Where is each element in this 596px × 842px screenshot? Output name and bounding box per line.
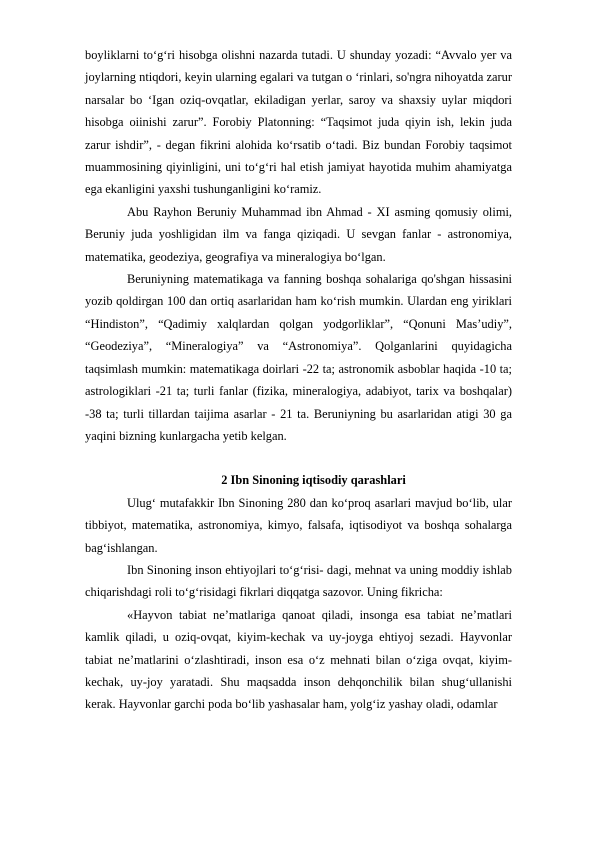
document-page: [85, 44, 512, 716]
paragraph-ibn-sino-quote: «Hayvon tabiat ne’matlariga qanoat qiladi, insonga esa tabiat ne’matlari kamlik qiladi, u oziq-ovqat, kiyim-kechak va uy-joyga ehtiyoj sezadi. Hayvonlar tabiat ne’matlarini o‘zlashtiradi, inson esa o‘z mehnati bilan o‘ziga ovqat, kiyim-kechak, uy-joy yaratadi. Shu maqsadda inson dehqonchilik bilan shug‘ullanishi kerak. Hayvonlar garchi poda bo‘lib yashasalar ham, yolg‘iz yashay oladi, odamlar: [85, 607, 512, 712]
paragraph-beruniy-works: Beruniyning matematikaga va fanning boshqa sohalariga qo'shgan hissasini yozib qoldirgan 100 dan ortiq asarlaridan ham ko‘rish mumkin. Ulardan eng yiriklari “Hindiston”, “Qadimiy xalqlardan qolgan yodgorliklar”, “Qonuni Mas’udiy”, “Geodeziya”, “Mineralogiya” va “Astronomiya”. Qolganlarini quyidagicha taqsimlash mumkin: matematikaga doirlari -22 ta; astronomik asboblar haqida -10 ta; astrologiklari -21 ta; turli fanlar (fizika, mineralogiya, adabiyot, tarix va boshqalar) -38 ta; turli tillardan taijima asarlar - 21 ta. Beruniyning bu asarlaridan atigi 30 ga yaqini bizning kunlargacha yetib kelgan.: [85, 272, 512, 443]
paragraph-ibn-sino-views: Ibn Sinoning inson ehtiyojlari to‘g‘risi- dagi, mehnat va uning moddiy ishlab chiqarishdagi roli to‘g‘risidagi fikrlari diqqatga sazovor. Uning fikricha:: [85, 562, 512, 600]
paragraph-taqsimot: boyliklarni to‘g‘ri hisobga olishni nazarda tutadi. U shunday yozadi: “Avvalo yer va joylarning ntiqdori, keyin ularning egalari va tutgan o ‘rinlari, so'ngra nihoyatda zarur narsalar bo ‘Igan oziq-ovqatlar, ekiladigan yerlar, saroy va shaxsiy uylar miqdori hisobga oiinishi zarur”. Forobiy Platonning: “Taqsimot juda qiyin ish, lekin juda zarur ishdir”, - degan fikrini alohida ko‘rsatib o‘tadi. Biz bundan Forobiy taqsimot muammosining qiyinligini, uni to‘g‘ri hal etish jamiyat hayotida muhim ahamiyatga ega ekanligini yaxshi tushunganligini ko‘ramiz.: [85, 48, 512, 197]
section-heading: 2 Ibn Sinoning iqtisodiy qarashlari: [221, 473, 406, 488]
paragraph-beruniy-intro: Abu Rayhon Beruniy Muhammad ibn Ahmad - XI asming qomusiy olimi, Beruniy juda yoshligidan ilm va fanga qiziqadi. U sevgan fanlar - astronomiya, matematika, geodeziya, geografiya va mineralogiya bo‘lgan.: [85, 204, 512, 264]
paragraph-ibn-sino-works: Ulug‘ mutafakkir Ibn Sinoning 280 dan ko‘proq asarlari mavjud bo‘lib, ular tibbiyot, matematika, astronomiya, kimyo, falsafa, iqtisodiyot va boshqa sohalarga bag‘ishlangan.: [85, 495, 512, 555]
section-spacer: [85, 447, 512, 469]
